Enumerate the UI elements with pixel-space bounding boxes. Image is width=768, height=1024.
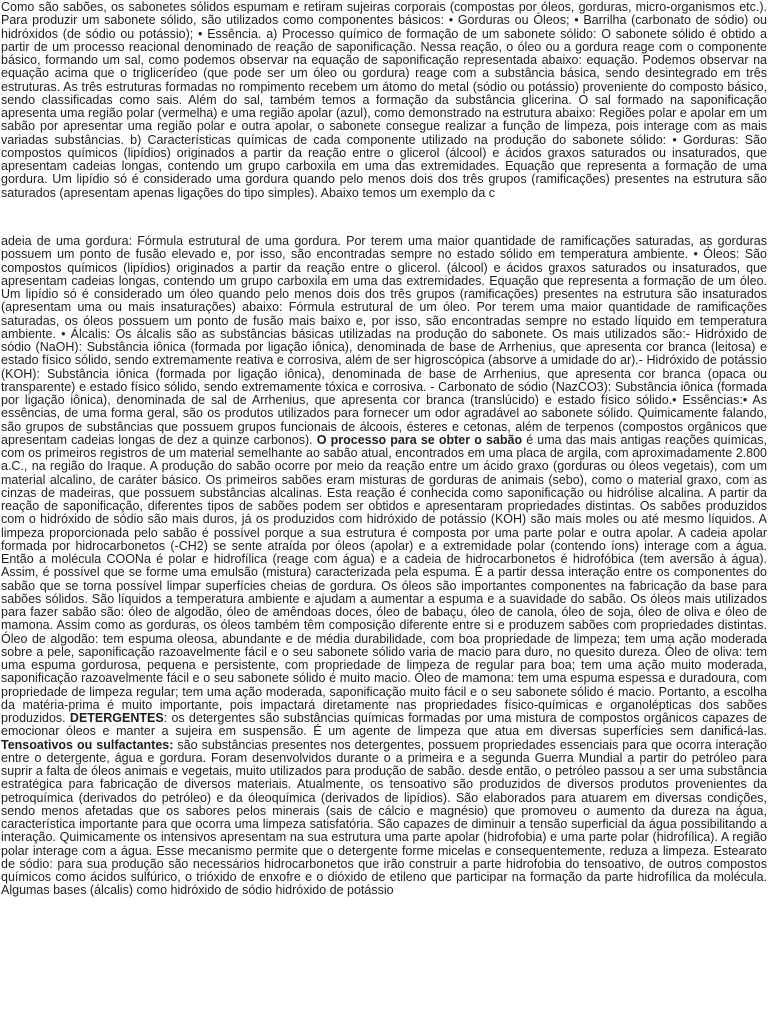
heading-detergentes: DETERGENTES	[69, 711, 164, 725]
text-processo-sabao: é uma das mais antigas reações químicas, com os primeiros registros de um material semelhante ao sabão atual, encontrados em uma placa de argila, com aproximadamente 2.800 a.C., na região do Iraque. A produção do sabão ocorre por meio da reação entre um ácido graxo (gorduras ou óleos vegetais), com um material alcalino, de caráter básico. Os primeiros sabões eram misturas de gorduras de animais (sebo), como o material graxo, com as cinzas de madeiras, que possuem substâncias alcalinas. Esta reação é conhecida como saponificação ou hidrólise alcalina. A partir da reação de saponificação, diferentes tipos de sabões podem ser obtidos e apresentaram propriedades distintas. Os sabões produzidos com o hidróxido de sódio são mais duros, já os produzidos com hidróxido de potássio (KOH) são mais moles ou até mesmo líquidos. A limpeza proporcionada pelo sabão é possível porque a sua estrutura é composta por uma parte polar e outra apolar. A cadeia apolar formada por hidrocarbonetos (-CH2) se sente atraída por óleos (apolar) e a extremidade polar (contendo íons) interage com a água. Então a molécula COONa é polar e hidrofílica (reage com água) e a cadeia de hidrocarbonetos é hidrofóbica (tem aversão à água). Assim, é possível que se forme uma emulsão (mistura) caracterizada pela espuma. É a partir dessa interação entre os componentes do sabão que se torna possível limpar superfícies cheias de gordura. Os óleos são importantes componentes na fabricação da base para sabões sólidos. São líquidos a temperatura ambiente e ajudam a aumentar a espuma e a suavidade do sabão. Os óleos mais utilizados para fazer sabão são: óleo de algodão, óleo de amêndoas doces, óleo de babaçu, óleo de canola, óleo de soja, óleo de oliva e óleo de mamona. Assim como as gorduras, os óleos também têm composição diferente entre si e produzem sabões com propriedades distintas. Óleo de algodão: tem espuma oleosa, abundante e de média durabilidade, com boa propriedade de limpeza; tem uma ação moderada sobre a pele, saponificação razoavelmente fácil e o seu sabonete sólido varia de macio para duro, no quesito dureza. Óleo de oliva: tem uma espuma gordurosa, pequena e persistente, com propriedade de limpeza de regular para boa; tem uma ação muito moderada, saponificação razoavelmente fácil e o seu sabonete sólido é muito macio. Óleo de mamona: tem uma espuma espessa e duradoura, com propriedade de limpeza regular; tem uma ação moderada, saponificação muito fácil e o seu sabonete sólido é macio. Portanto, a escolha da matéria-prima é muito importante, pois impactará diretamente nas propriedades físico-químicas e organolépticas dos sabões produzidos.	[1, 432, 767, 725]
heading-tensoativos: Tensoativos ou sulfactantes:	[1, 737, 174, 752]
heading-processo-sabao: O processo para se obter o sabão	[316, 432, 523, 447]
text-tensoativos: são substâncias presentes nos detergentes, possuem propriedades essenciais para que ocorra interação entre o detergente, água e gordura. Foram desenvolvidos durante o a primeira e a segunda Guerra Mundial a partir do petróleo para suprir a falta de óleos animais e vegetais, muito utilizados para produção de sabão. desde então, o petróleo passou a ser uma substância estratégica para fabricação de diversos materiais. Atualmente, os tensoativo são produzidos de diversos produtos provenientes da petroquímica (derivados do petróleo) e da óleoquímica (derivados de lipídios). São elaborados para atuarem em diversas condições, sendo menos afetadas que os sabores pelos minerais (sais de cálcio e magnésio) que promoveu o aumento da dureza na água, característica importante para que ocorra uma limpeza satisfatória. São capazes de diminuir a tensão superficial da água possibilitando a interação. Quimicamente os intensivos apresentam na sua estrutura uma parte apolar (hidrofobia) e uma parte polar (hidrofílica). A região polar interage com a água. Esse mecanismo permite que o detergente forme micelas e consequentemente, reduza a limpeza. Estearato de sódio: para sua produção são necessários hidrocarbonetos que irão construir a parte hidrofobia do tensoativo, de outros compostos químicos como ácidos sulfúrico, o trióxido de enxofre e o dióxido de etileno que participar na formação da parte hidrofílica da molécula. Algumas bases (álcalis) como hidróxido de sódio hidróxido de potássio	[1, 737, 767, 898]
page-break-gap	[0, 226, 768, 234]
text-detergentes: : os detergentes são substâncias químicas formadas por uma mistura de compostos orgânicos capazes de emocionar óleos e manter a sujeira em suspensão. É um agente de limpeza que atua em diversas superfícies sem danificá-las.	[1, 711, 767, 739]
paragraph-sabonete-intro: Como são sabões, os sabonetes sólidos espumam e retiram sujeiras corporais (compostas por óleos, gorduras, micro-organismos etc.). Para produzir um sabonete sólido, são utilizados como componentes básicos: • Gorduras ou Óleos; • Barrilha (carbonato de sódio) ou hidróxidos (de sódio ou potássio); • Essência. a) Processo químico de formação de um sabonete sólido: O sabonete sólido é obtido a partir de um processo reacional denominado de reação de saponificação. Nessa reação, o óleo ou a gordura reage com o componente básico, formando um sal, como podemos observar na equação de saponificação representada abaixo: equação. Podemos observar na equação acima que o triglicerídeo (que pode ser um óleo ou gordura) reage com a substância básica, sendo desintegrado em três estruturas. As três estruturas formadas no rompimento recebem um átomo do metal (sódio ou potássio) proveniente do composto básico, sendo classificadas como sais. Além do sal, também temos a formação da substância glicerina. O sal formado na saponificação apresenta uma região polar (vermelha) e uma região apolar (azul), como demonstrado na estrutura abaixo: Regiões polar e apolar em um sabão por apresentar uma região polar e outra apolar, o sabonete consegue realizar a função de limpeza, pois interage com as mais variadas substâncias. b) Características químicas de cada componente utilizado na produção do sabonete sólido: • Gorduras: São compostos químicos (lipídios) originados a partir da reação entre o glicerol (álcool) e ácidos graxos saturados ou insaturados, que apresentam cadeias longas, contendo um grupo carboxila em uma das extremidades. Equação que representa a formação de uma gordura. Um lipídio só é considerado uma gordura quando pelo menos dois dos três grupos (ramificações) presentes na estrutura são saturados (apresentam apenas ligações do tipo simples). Abaixo temos um exemplo da c	[1, 0, 767, 200]
text-gorduras-oleos-alcalis: adeia de uma gordura: Fórmula estrutural de uma gordura. Por terem uma maior quantidade de ramificações saturadas, as gorduras possuem um ponto de fusão elevado e, por isso, são encontradas sempre no estado sólido em temperatura ambiente. • Óleos: São compostos químicos (lipídios) originados a partir da reação entre o glicerol. (álcool) e ácidos graxos saturados ou insaturados, que apresentam cadeias longas, contendo um grupo carboxila em uma das extremidades. Equação que representa a formação de um óleo. Um lipídio só é considerado um óleo quando pelo menos dois dos três grupos (ramificações) presentes na estrutura são insaturados (apresentam uma ou mais insaturações) abaixo: Fórmula estrutural de um óleo. Por terem uma maior quantidade de ramificações saturadas, os óleos possuem um ponto de fusão mais baixo e, por isso, são encontradas sempre no estado líquido em temperatura ambiente. • Álcalis: Os álcalis são as substâncias básicas utilizadas na produção do sabonete. Os mais utilizados são:- Hidróxido de sódio (NaOH): Substância iônica (formada por ligação iônica), denominada de base de Arrhenius, que apresenta cor branca (leitosa) e estado físico sólido, sendo extremamente reativa e corrosiva, além de ser higroscópica (absorve a umidade do ar).- Hidróxido de potássio (KOH): Substância iônica (formada por ligação iônica), denominada de base de Arrhenius, que apresenta cor branca (opaca ou transparente) e estado físico sólido, sendo extremamente tóxica e corrosiva. - Carbonato de sódio (NazCO3): Substância iônica (formada por ligação iônica), denominada de sal de Arrhenius, que apresenta cor branca (translúcido) e estado físico sólido.• Essências:• As essências, de uma forma geral, são os produtos utilizados para fornecer um odor agradável ao sabonete sólido. Quimicamente falando, são grupos de substâncias que possuem grupos funcionais de álcoois, ésteres e cetonas, além de terpenos (compostos orgânicos que apresentam cadeias longas de dez a quinze carbonos).	[1, 234, 767, 447]
paragraph-sabao-detergentes	[0, 235, 768, 898]
